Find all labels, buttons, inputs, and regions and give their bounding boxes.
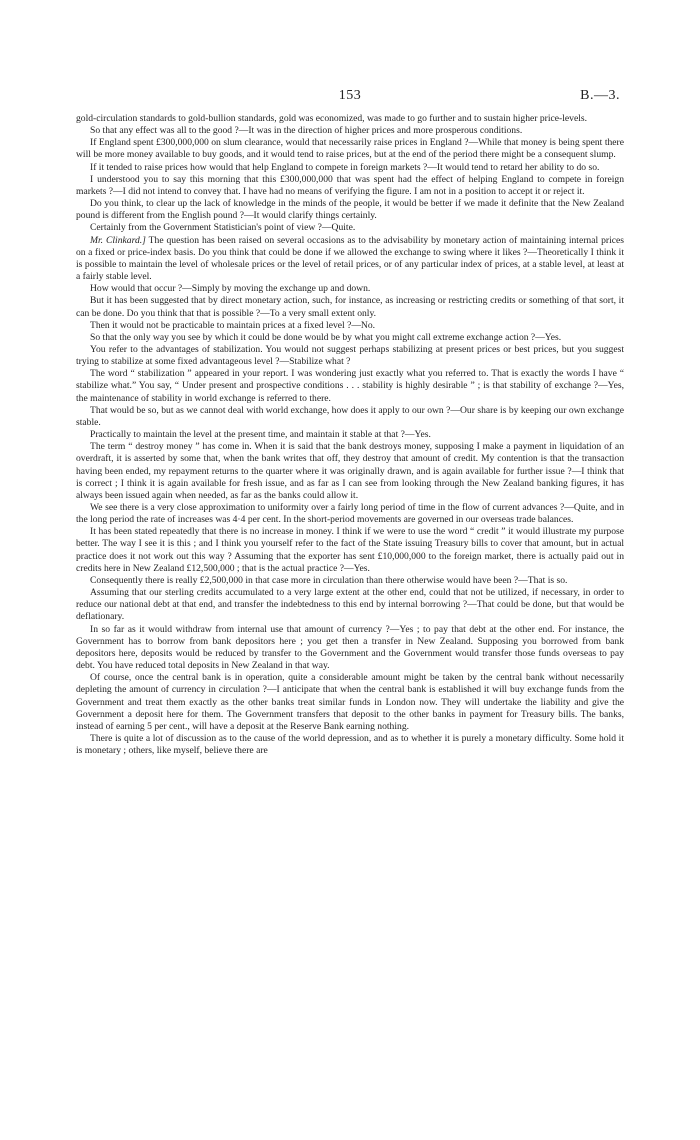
paragraph: How would that occur ?—Simply by moving the exchange up and down.	[90, 283, 371, 295]
paragraph: But it has been suggested that by direct monetary action, such, for instance, as increasing or restricting credits or something of that sort, it can be done. Do you think that that is possible ?—To a very small extent only.	[76, 295, 624, 319]
paragraph: Of course, once the central bank is in operation, quite a considerable amount might be taken by the central bank without necessarily depleting the amount of currency in circulation ?—I anticipate that when the central bank is established it will buy exchange funds from the Government and treat them exactly as the other banks treat similar funds in London now. They will undertake the liability and give the Government a deposit here for them. The Government transfers that deposit to the other banks in payment for Treasury bills. The banks, instead of earning 5 per cent., will have a deposit at the Reserve Bank earning nothing.	[76, 672, 624, 732]
paragraph: If it tended to raise prices how would that help England to compete in foreign markets ?—It would tend to retard her ability to do so.	[90, 161, 600, 173]
page-number: 153	[338, 88, 362, 103]
paragraph-with-speaker	[76, 235, 624, 284]
paragraph: You refer to the advantages of stabilization. You would not suggest perhaps stabilizing at present prices or best prices, but you suggest trying to stabilize at some fixed advantageous level ?—Stabilize what ?	[76, 343, 624, 368]
paragraph: In so far as it would withdraw from internal use that amount of currency ?—Yes ; to pay that debt at the other end. For instance, the Government has to borrow from bank depositors here ; you get then a transfer in New Zealand. Supposing you borrowed from bank depositors here, deposits would be reduced by transfer to the Government and the Government would transfer those funds overseas to pay debt. You have reduced total deposits in New Zealand in that way.	[76, 623, 624, 672]
body-text	[76, 113, 624, 757]
paragraph-text: The question has been raised on several occasions as to the advisability by monetary action of maintaining internal prices on a fixed or price-index basis. Do you think that could be done if we allowed the exchange to swing where it likes ?—Theoretically I think it is possible to maintain the level of wholesale prices or the level of retail prices, or of any particular index of prices, at a stable level, at least at a fairly stable level.	[76, 234, 624, 283]
paragraph: It has been stated repeatedly that there is no increase in money. I think if we were to use the word “ credit ” it would illustrate my purpose better. The way I see it is this ; and I think you yourself refer to the fact of the State issuing Treasury bills to cover that amount, but in actual practice does it not work out this way ? Assuming that the exporter has sent £10,000,000 to the foreign market, there is actually paid out in credits here in New Zealand £12,500,000 ; that is the actual practice ?—Yes.	[76, 526, 624, 574]
paragraph: Consequently there is really £2,500,000 in that case more in circulation than there otherwise would have been ?—That is so.	[90, 574, 568, 586]
paragraph: So that any effect was all to the good ?—It was in the direction of higher prices and more prosperous conditions.	[90, 125, 523, 137]
paragraph: If England spent £300,000,000 on slum clearance, would that necessarily raise prices in England ?—While that money is being spent there will be more money available to buy goods, and it would tend to raise prices, but at the end of the period there might be a consequent slump.	[76, 137, 624, 161]
paragraph: I understood you to say this morning that this £300,000,000 that was spent had the effect of helping England to compete in foreign markets ?—I did not intend to convey that. I have had no means of verifying the figure. I am not in a position to accept it or reject it.	[76, 173, 624, 197]
paragraph: The term “ destroy money ” has come in. When it is said that the bank destroys money, supposing I make a payment in liquidation of an overdraft, it is asserted by some that, when the bank writes that off, they destroy that amount of credit. My contention is that the transaction having been ended, my repayment returns to the quarter where it was originally drawn, and is again available for further issue ?—I think that is correct ; I think it is again available for fresh issue, and as far as I can see from looking through the New Zealand banking figures, it has always been issued again when needed, as far as the banks could allow it.	[76, 441, 624, 501]
paragraph: So that the only way you see by which it could be done would be by what you might call extreme exchange action ?—Yes.	[90, 331, 562, 343]
paragraph: We see there is a very close approximation to uniformity over a fairly long period of time in the flow of current advances ?—Quite, and in the long period the rate of increases was 4·4 per cent. In the short-period movements are governed in our overseas trade balances.	[76, 502, 624, 526]
paragraph: Practically to maintain the level at the present time, and maintain it stable at that ?—Yes.	[90, 429, 431, 441]
paragraph: Assuming that our sterling credits accumulated to a very large extent at the other end, could that not be utilized, if necessary, in order to reduce our national debt at that end, and transfer the indebtedness to this end by internal borrowing ?—That could be done, but that would be deflationary.	[76, 587, 624, 623]
speaker-name: Mr. Clinkard.]	[90, 234, 146, 246]
paragraph: Certainly from the Government Statistician's point of view ?—Quite.	[90, 222, 356, 234]
paragraph: That would be so, but as we cannot deal with world exchange, how does it apply to our own ?—Our share is by keeping our own exchange stable.	[76, 404, 624, 428]
paragraph: There is quite a lot of discussion as to the cause of the world depression, and as to whether it is purely a monetary difficulty. Some hold it is monetary ; others, like myself, believe there are	[76, 732, 624, 757]
paragraph: Then it would not be practicable to maintain prices at a fixed level ?—No.	[90, 319, 376, 331]
paragraph: The word “ stabilization ” appeared in your report. I was wondering just exactly what you referred to. That is exactly the words I have “ stabilize what.” You say, “ Under present and prospective conditions . . . stability is highly desirable ” ; is that stability of exchange ?—Yes, the maintenance of stability in world exchange is referred to there.	[76, 368, 624, 404]
document-reference: B.—3.	[580, 88, 620, 103]
paragraph: Do you think, to clear up the lack of knowledge in the minds of the people, it would be better if we made it definite that the New Zealand pound is different from the English pound ?—It would clarify things certainly.	[76, 198, 624, 222]
paragraph: gold-circulation standards to gold-bullion standards, gold was economized, was made to go further and to sustain higher price-levels.	[76, 113, 588, 124]
